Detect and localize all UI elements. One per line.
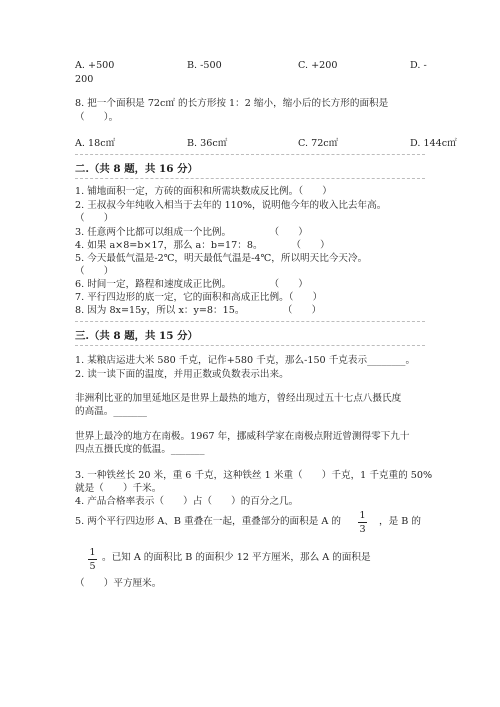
fraction-bar <box>88 559 97 560</box>
q7-option-c: C. +200 <box>298 60 338 71</box>
section-divider <box>75 345 425 346</box>
s3-line: 4. 产品合格率表示（ ）占（ ）的百分之几。 <box>75 496 299 507</box>
s3-line: 的高温。_______ <box>75 406 147 417</box>
fraction-numerator: 1 <box>89 547 96 558</box>
q8-text-line1: 8. 把一个面积是 72c㎡ 的长方形按 1：2 缩小，缩小后的长方形的面积是 <box>75 98 389 109</box>
q7-option-b: B. -500 <box>187 60 222 71</box>
s2-line: 3. 任意两个比都可以组成一个比例。 （ ） <box>75 227 308 238</box>
s2-line: 6. 时间一定，路程和速度成正比例。 （ ） <box>75 279 308 290</box>
q8-text-line2: （ ）。 <box>75 112 119 123</box>
fraction-one-fifth <box>88 547 97 572</box>
section-divider <box>75 154 425 155</box>
fraction-one-third <box>358 510 367 535</box>
q8-option-d: D. 144c㎡ <box>410 138 457 149</box>
s2-line: （ ） <box>75 266 114 277</box>
s2-line: 8. 因为 8x=15y，所以 x：y=8：15。 （ ） <box>75 305 322 316</box>
fraction-numerator: 1 <box>359 510 366 521</box>
s3-line: ，是 B 的 <box>379 516 421 527</box>
section2-header: 二.（共 8 题，共 16 分） <box>75 163 198 175</box>
section-divider <box>75 321 425 322</box>
s3-line: （ ）平方厘米。 <box>75 578 162 589</box>
q7-option-d-cont: 200 <box>75 74 94 85</box>
s3-line: 5. 两个平行四边形 A、B 重叠在一起，重叠部分的面积是 A 的 <box>75 516 341 527</box>
section3-header: 三.（共 8 题，共 15 分） <box>75 330 198 342</box>
s3-line: 就是（ ）千米。 <box>75 483 162 494</box>
q8-option-b: B. 36c㎡ <box>187 138 228 149</box>
s3-line: 2. 读一读下面的温度，并用正数或负数表示出来。 <box>75 369 289 380</box>
section-divider <box>75 178 425 179</box>
s2-line: 7. 平行四边形的底一定，它的面积和高成正比例。（ ） <box>75 292 323 303</box>
q8-option-c: C. 72c㎡ <box>298 138 339 149</box>
s3-line: 3. 一种铁丝长 20 米，重 6 千克，这种铁丝 1 米重（ ）千克，1 千克重的 50% <box>75 470 433 481</box>
s2-line: 4. 如果 a×8=b×17，那么 a：b=17：8。 （ ） <box>75 240 330 251</box>
fraction-denominator: 3 <box>359 524 366 535</box>
s3-line: 世界上最冷的地方在南极。1967 年，挪威科学家在南极点附近曾测得零下九十 <box>75 431 410 442</box>
s3-line: 非洲利比亚的加里延地区是世界上最热的地方，曾经出现过五十七点八摄氏度 <box>75 393 402 404</box>
q8-option-a: A. 18c㎡ <box>75 138 116 149</box>
q7-option-a: A. +500 <box>75 60 115 71</box>
s3-line: 。已知 A 的面积比 B 的面积少 12 平方厘米，那么 A 的面积是 <box>102 552 371 563</box>
s3-line: 四点五摄氏度的低温。_______ <box>75 444 205 455</box>
fraction-bar <box>358 522 367 523</box>
s2-line: 2. 王叔叔今年纯收入相当于去年的 110%，说明他今年的收入比去年高。 <box>75 200 387 211</box>
s3-line: 1. 某粮店运进大米 580 千克，记作+580 千克，那么-150 千克表示________。 <box>75 355 416 366</box>
s2-line: 1. 铺地面积一定，方砖的面积和所需块数成反比例。（ ） <box>75 186 332 197</box>
s2-line: （ ） <box>75 213 114 224</box>
s2-line: 5. 今天最低气温是-2℃，明天最低气温是-4℃，所以明天比今天冷。 <box>75 253 368 264</box>
q7-option-d: D. - <box>410 60 427 71</box>
fraction-denominator: 5 <box>89 561 96 572</box>
